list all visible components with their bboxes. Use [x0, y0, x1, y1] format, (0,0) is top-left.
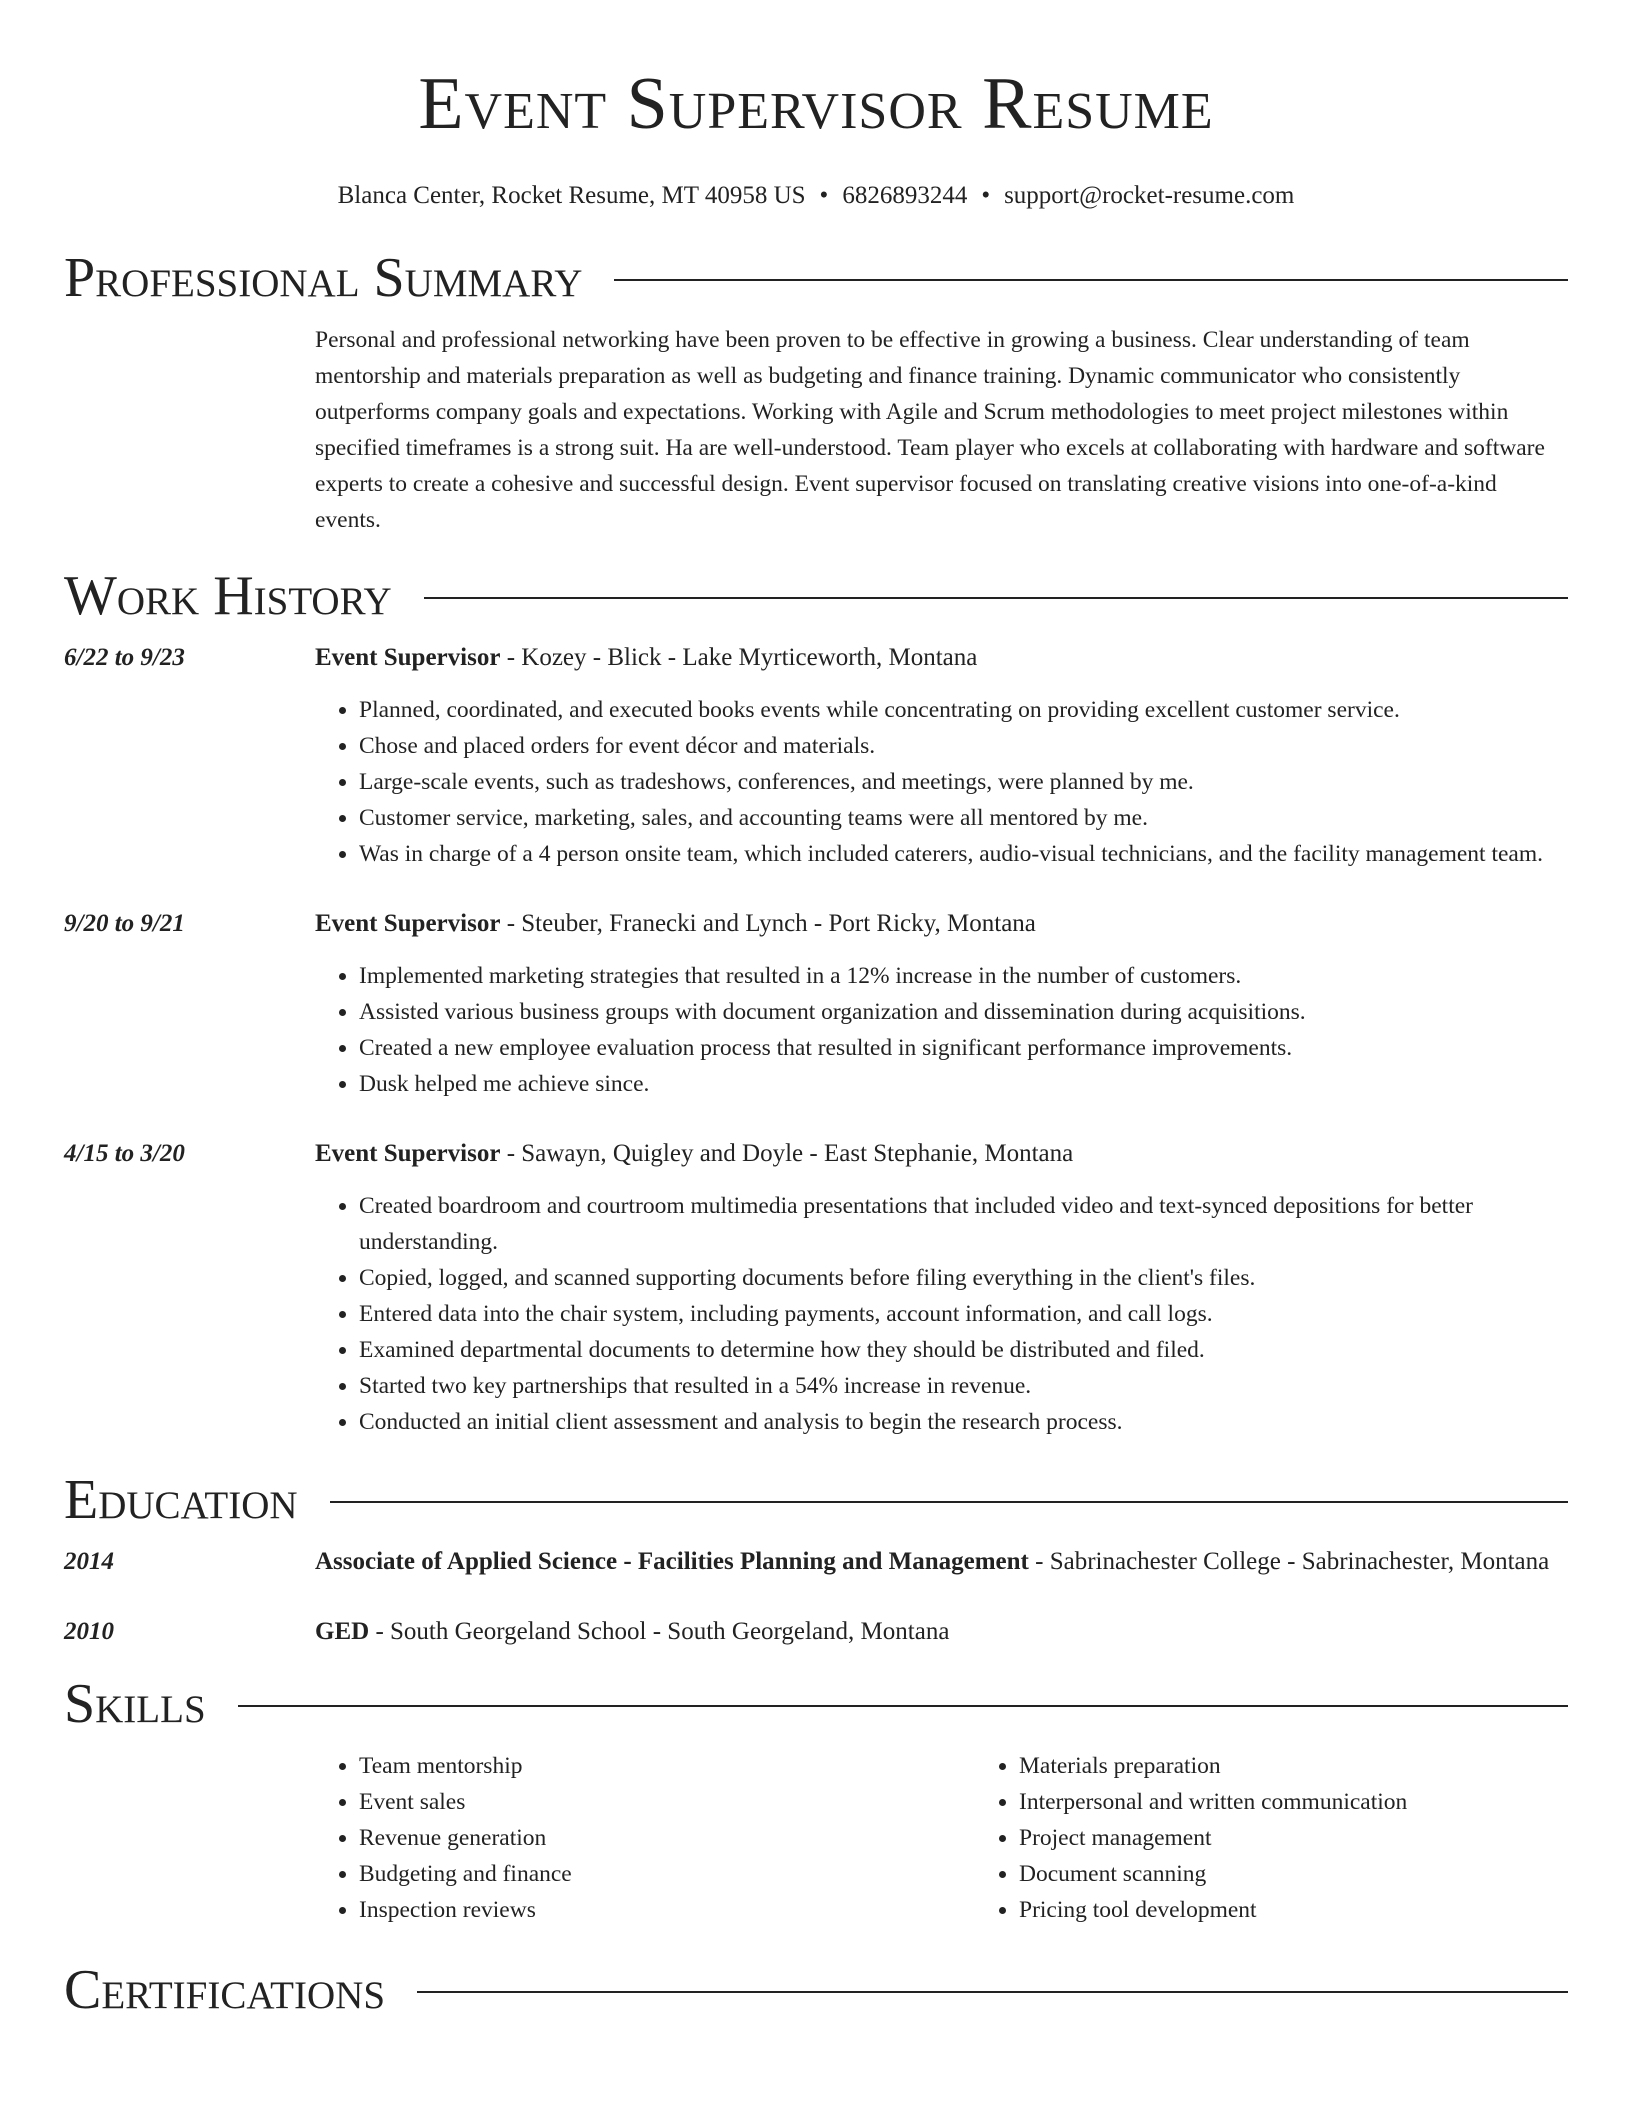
job-title: Event Supervisor — [315, 1140, 501, 1167]
section-rule — [330, 1501, 1568, 1503]
contact-separator: • — [981, 182, 991, 209]
section-header-summary — [64, 246, 1568, 310]
list-item: • Created a new employee evaluation process that resulted in significant performance improvements. — [359, 1030, 1568, 1066]
summary-row — [64, 322, 1568, 538]
list-item: • Inspection reviews — [359, 1892, 975, 1928]
education-body — [315, 1614, 1568, 1650]
list-item: • Document scanning — [1019, 1856, 1407, 1892]
list-item: • Planned, coordinated, and executed books events while concentrating on providing excellent customer service. — [359, 692, 1568, 728]
resume-title: Event Supervisor Resume — [418, 63, 1214, 145]
list-item: • Team mentorship — [359, 1748, 975, 1784]
job-heading — [315, 640, 1568, 676]
list-item: • Budgeting and finance — [359, 1856, 975, 1892]
list-item: • Large-scale events, such as tradeshows, conferences, and meetings, were planned by me. — [359, 764, 1568, 800]
resume-page — [64, 0, 1568, 2022]
list-item: • Materials preparation — [1019, 1748, 1407, 1784]
list-item: • Pricing tool development — [1019, 1892, 1407, 1928]
list-item: • Copied, logged, and scanned supporting documents before filing everything in the client's files. — [359, 1260, 1568, 1296]
section-header-education — [64, 1468, 1568, 1532]
list-item: • Started two key partnerships that resulted in a 54% increase in revenue. — [359, 1368, 1568, 1404]
section-rule — [614, 279, 1568, 281]
job-company: - Sawayn, Quigley and Doyle - East Stephanie, Montana — [500, 1140, 1074, 1167]
job-body — [315, 906, 1568, 1102]
section-title-work: Work History — [64, 565, 392, 627]
job-entry — [64, 906, 1568, 1102]
education-degree: Associate of Applied Science - Facilities Planning and Management — [315, 1548, 1029, 1575]
summary-text: Personal and professional networking have been proven to be effective in growing a business. Clear understanding of team mentorship and materials preparation as well as budgeting and finance training. Dynamic communicator who consistently outperforms company goals and expectations. Working with Agile and Scrum methodologies to meet project milestones within specified timeframes is a strong suit. Ha are well-understood. Team player who excels at collaborating with hardware and software experts to create a cohesive and successful design. Event supervisor focused on translating creative visions into one-of-a-kind events. — [315, 327, 1545, 533]
section-title-next: Certifications — [64, 1959, 386, 2021]
list-item: • Assisted various business groups with document organization and dissemination during acquisitions. — [359, 994, 1568, 1030]
section-rule — [417, 1991, 1568, 1993]
education-year: 2014 — [64, 1548, 114, 1575]
education-year: 2010 — [64, 1618, 114, 1645]
job-heading — [315, 906, 1568, 942]
education-school: - Sabrinachester College - Sabrinachester, Montana — [1028, 1548, 1550, 1575]
list-item: • Conducted an initial client assessment and analysis to begin the research process. — [359, 1404, 1568, 1440]
section-title-education: Education — [64, 1469, 298, 1531]
job-dates: 4/15 to 3/20 — [64, 1140, 185, 1167]
section-rule — [424, 597, 1568, 599]
list-item: • Customer service, marketing, sales, and accounting teams were all mentored by me. — [359, 800, 1568, 836]
list-item: • Dusk helped me achieve since. — [359, 1066, 1568, 1102]
education-entry — [64, 1544, 1568, 1580]
skills-grid — [315, 1748, 1568, 1928]
job-bullets — [315, 692, 1568, 872]
education-school: - South Georgeland School - South Georgeland, Montana — [369, 1618, 950, 1645]
list-item: • Was in charge of a 4 person onsite team, which included caterers, audio-visual technicians, and the facility management team. — [359, 836, 1568, 872]
section-title-skills: Skills — [64, 1673, 206, 1735]
job-company: - Kozey - Blick - Lake Myrticeworth, Montana — [500, 644, 978, 671]
list-item: • Event sales — [359, 1784, 975, 1820]
list-item: • Chose and placed orders for event décor and materials. — [359, 728, 1568, 764]
contact-line — [64, 180, 1568, 212]
list-item: • Implemented marketing strategies that resulted in a 12% increase in the number of customers. — [359, 958, 1568, 994]
list-item: • Revenue generation — [359, 1820, 975, 1856]
job-entry — [64, 1136, 1568, 1440]
contact-separator: • — [819, 182, 829, 209]
job-title: Event Supervisor — [315, 644, 501, 671]
job-entry — [64, 640, 1568, 872]
list-item: • Entered data into the chair system, including payments, account information, and call logs. — [359, 1296, 1568, 1332]
skills-column — [315, 1748, 975, 1928]
job-company: - Steuber, Franecki and Lynch - Port Ricky, Montana — [500, 910, 1036, 937]
list-item: • Project management — [1019, 1820, 1407, 1856]
section-title-summary: Professional Summary — [64, 247, 583, 309]
list-item: • Interpersonal and written communication — [1019, 1784, 1407, 1820]
job-body — [315, 640, 1568, 872]
list-item: • Examined departmental documents to determine how they should be distributed and filed. — [359, 1332, 1568, 1368]
job-bullets — [315, 1188, 1568, 1440]
section-rule — [238, 1705, 1568, 1707]
job-dates: 9/20 to 9/21 — [64, 910, 185, 937]
section-header-work — [64, 564, 1568, 628]
skills-spacer — [64, 1748, 315, 1928]
education-body — [315, 1544, 1568, 1580]
contact-address: Blanca Center, Rocket Resume, MT 40958 US — [337, 182, 806, 209]
contact-phone: 6826893244 — [842, 182, 968, 209]
contact-email: support@rocket-resume.com — [1004, 182, 1295, 209]
job-dates: 6/22 to 9/23 — [64, 644, 185, 671]
education-degree: GED — [315, 1618, 370, 1645]
list-item: • Created boardroom and courtroom multimedia presentations that included video and text-synced depositions for better understanding. — [359, 1188, 1568, 1260]
section-header-skills — [64, 1672, 1568, 1736]
summary-spacer — [64, 322, 315, 538]
skills-row — [64, 1748, 1568, 1928]
education-entry — [64, 1614, 1568, 1650]
job-bullets — [315, 958, 1568, 1102]
job-title: Event Supervisor — [315, 910, 501, 937]
section-header-next — [64, 1958, 1568, 2022]
skills-column — [975, 1748, 1407, 1928]
job-heading — [315, 1136, 1568, 1172]
job-body — [315, 1136, 1568, 1440]
